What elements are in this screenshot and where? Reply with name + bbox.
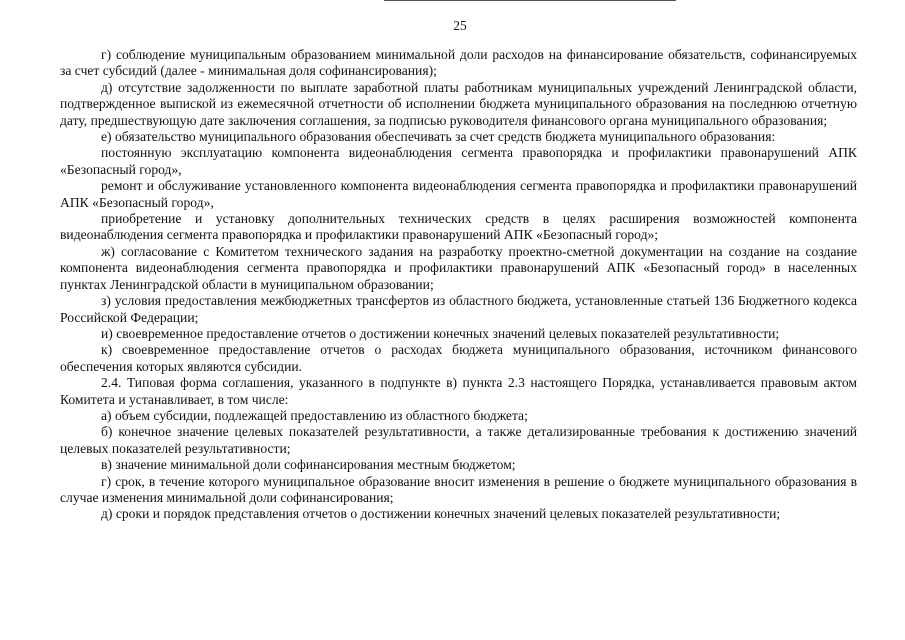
paragraph-z-conditions: з) условия предоставления межбюджетных трансфертов из областного бюджета, установленные статьей 136 Бюджетного кодекса Российской Федерации;	[60, 293, 857, 325]
paragraph-operation: постоянную эксплуатацию компонента видеонаблюдения сегмента правопорядка и профилактики правонарушений АПК «Безопасный город»,	[60, 145, 857, 177]
paragraph-d-report-terms: д) сроки и порядок представления отчетов о достижении конечных значений целевых показателей результативности;	[101, 506, 781, 522]
paragraph-g-cofinancing: г) соблюдение муниципальным образованием минимальной доли расходов на финансирование обязательств, софинансируемых за счет субсидий (далее - минимальная доля софинансирования);	[60, 47, 857, 79]
document-body	[60, 47, 857, 523]
paragraph-i-reports: и) своевременное предоставление отчетов о достижении конечных значений целевых показателей результативности;	[101, 325, 780, 341]
paragraph-k-expense-reports: к) своевременное предоставление отчетов о расходах бюджета муниципального образования, источником финансового обеспечения которых являются субсидии.	[60, 342, 857, 374]
paragraph-e-obligation: е) обязательство муниципального образования обеспечивать за счет средств бюджета муниципального образования:	[101, 129, 776, 145]
paragraph-2-4-agreement: 2.4. Типовая форма соглашения, указанного в подпункте в) пункта 2.3 настоящего Порядка, устанавливается правовым актом Комитета и устанавливает, в том числе:	[60, 375, 857, 407]
paragraph-v-min-share: в) значение минимальной доли софинансирования местным бюджетом;	[101, 457, 516, 473]
paragraph-acquisition: приобретение и установку дополнительных технических средств в целях расширения возможностей компонента видеонаблюдения сегмента правопорядка и профилактики правонарушений АПК «Безопасный город»;	[60, 211, 857, 243]
paragraph-b-target-values: б) конечное значение целевых показателей результативности, а также детализированные требования к достижению значений целевых показателей результативности;	[60, 424, 857, 456]
paragraph-g-deadline: г) срок, в течение которого муниципальное образование вносит изменения в решение о бюджете муниципального образования в случае изменения минимальной доли софинансирования;	[60, 473, 857, 505]
paragraph-repair: ремонт и обслуживание установленного компонента видеонаблюдения сегмента правопорядка и профилактики правонарушений АПК «Безопасный город»,	[60, 178, 857, 210]
top-rule	[384, 0, 676, 1]
paragraph-d-salary-debt: д) отсутствие задолженности по выплате заработной платы работникам муниципальных учреждений Ленинградской области, подтвержденное выпиской из ежемесячной отчетности об исполнении бюджета муниципального образования на последнюю отчетную дату, предшествующую дате заключения соглашения, за подписью руководителя финансового органа муниципального образования;	[60, 79, 857, 128]
paragraph-a-subsidy-amount: а) объем субсидии, подлежащей предоставлению из областного бюджета;	[101, 407, 528, 423]
page-number: 25	[453, 18, 467, 33]
paragraph-zh-approval: ж) согласование с Комитетом технического задания на разработку проектно-сметной документации на создание на создание компонента видеонаблюдения сегмента правопорядка и профилактики правонарушений АПК «Безопасный город» в населенных пунктах Ленинградской области в муниципальном образовании;	[60, 243, 857, 292]
